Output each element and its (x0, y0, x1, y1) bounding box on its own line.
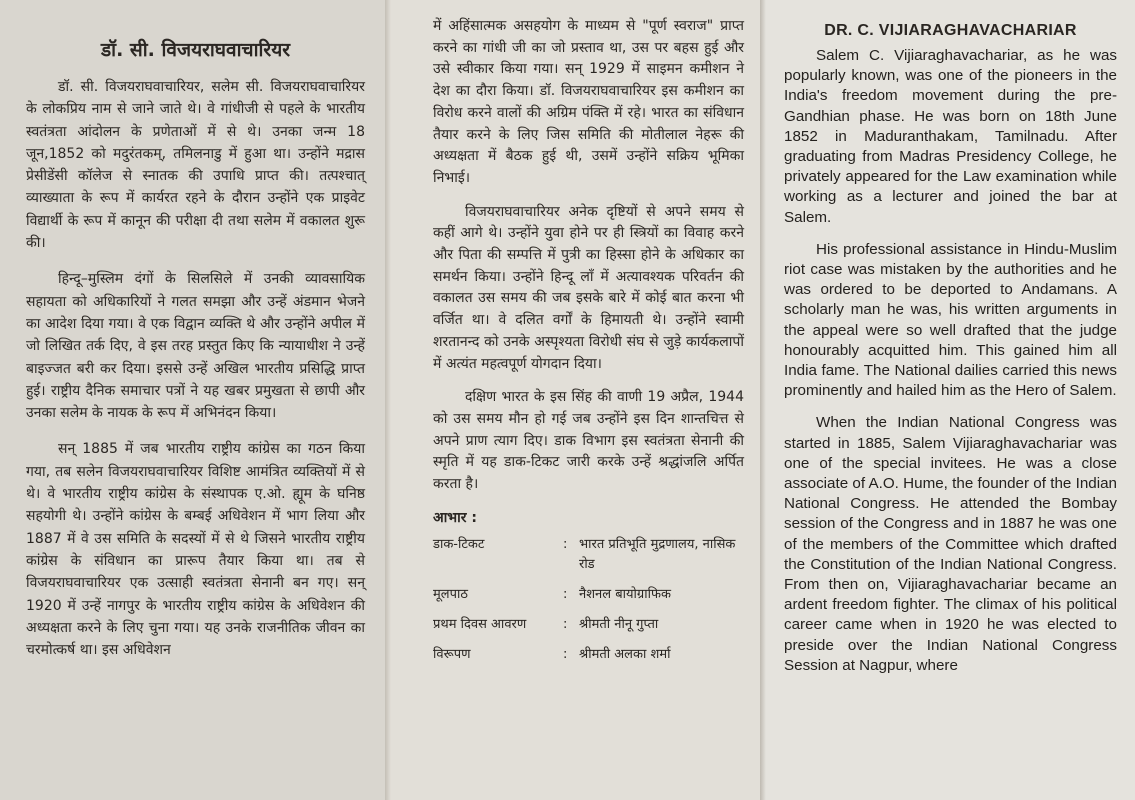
ack-colon: : (563, 646, 568, 662)
english-paragraph-3: When the Indian National Congress was started in 1885, Salem Vijiaraghavachariar was one of the special invitees. He was a close associate of A.O. Hume, the founder of the Indian National Congress. He attended the Bombay session of the Congress and in 1887 he was one of the members of the Committee which drafted the Constitution of the Indian National Congress. From then on, Vijiaraghavachariar became an ardent freedom fighter. The climax of his political career came when in 1920 he was elected to preside over the Indian National Congress Session at Nagpur, where (784, 414, 1117, 674)
hindi-paragraph-3: सन् 1885 में जब भारतीय राष्ट्रीय कांग्रेस का गठन किया गया, तब सलेन विजयराघवाचारियर विशिष्ट आमंत्रित व्यक्तियों में से थे। वे भारतीय राष्ट्रीय कांग्रेस के संस्थापक ए.ओ. ह्यूम के घनिष्ठ सहयोगी थे। उन्होंने कांग्रेस के बम्बई अधिवेशन में भाग लिया और 1887 में वे उस समिति के सदस्यों में से थे जिसने भारतीय राष्ट्रीय कांग्रेस के संविधान का प्रारूप तैयार किया था। तब से विजयराघवाचारियर एक उत्साही स्वतंत्रता सेनानी बन गए। सन् 1920 में उन्हें नागपुर के भारतीय राष्ट्रीय कांग्रेस के अधिवेशन की अध्यक्षता करने के लिए चुना गया। यह उनके राजनीतिक जीवन का चरमोत्कर्ष था। इस अधिवेशन (26, 441, 365, 659)
hindi-column-left (0, 0, 385, 800)
fold-crease (385, 0, 391, 800)
ack-value: श्रीमती अलका शर्मा (579, 646, 671, 662)
acknowledgement-row (433, 535, 744, 575)
ack-value: नैशनल बायोग्राफिक (579, 586, 671, 602)
hindi-paragraph-4: में अहिंसात्मक असहयोग के माध्यम से "पूर्ण स्वराज" प्राप्त करने का गांधी जी का जो प्रस्ताव था, उस पर बहस हुई और उसे स्वीकार किया गया। सन् 1929 में साइमन कमीशन ने देश का दौरा किया। डॉ. विजयराघवाचारियर इस कमीशन का विरोध करने वालों की अग्रिम पंक्ति में रहे। भारत का संविधान तैयार करने के लिए जिस समिति की मोतीलाल नेहरू की अध्यक्षता में बैठक हुई थी, उसमें उन्होंने सक्रिय भूमिका निभाई। (433, 18, 744, 186)
ack-colon: : (563, 616, 568, 632)
english-paragraph-2: His professional assistance in Hindu-Muslim riot case was mistaken by the authorities and he was ordered to be deported to Andamans. A scholarly man he was, his written arguments in the appeal were so well drafted that the judge honourably acquitted him. This gained him all India fame. The National dailies carried this news prominently and hailed him as the Hero of Salem. (784, 240, 1117, 400)
hindi-paragraph-5: विजयराघवाचारियर अनेक दृष्टियों से अपने समय से कहीं आगे थे। उन्होंने युवा होने पर ही स्त्रियों का विवाह करने और पिता की सम्पत्ति में पुत्री का हिस्सा होने के अधिकार का समर्थन किया। उन्होंने हिन्दू लॉं में अत्यावश्यक परिवर्तन की वकालत उस समय की जब इसके बारे में कोई बात करना भी वर्जित था। वे दलित वर्गों के हिमायती थे। उन्होंने स्वामी शरतानन्द को उनके अस्पृश्यता विरोधी संघ से जुड़े कार्यकलापों में अत्यंत महत्वपूर्ण योगदान दिया। (433, 203, 744, 372)
hindi-paragraph-1: डॉ. सी. विजयराघवाचारियर, सलेम सी. विजयराघवाचारियर के लोकप्रिय नाम से जाने जाते थे। वे गांधीजी से पहले के भारतीय स्वतंत्रता आंदोलन के प्रणेताओं में से थे। उनका जन्म 18 जून,1852 को मदुरंतकम्, तमिलनाडु में हुआ था। उन्होंने मद्रास प्रेसीडेंसी कॉलेज से स्नातक की उपाधि प्राप्त की। तत्पश्चात् व्याख्याता के रूप में कार्यरत रहने के दौरान उन्होंने एक प्राइवेट विद्यार्थी के रूप में कानून की परीक्षा दी तथा सलेम में वकालत शुरू की। (26, 79, 365, 252)
english-title: DR. C. VIJIARAGHAVACHARIAR (824, 22, 1077, 39)
hindi-column-middle (385, 0, 760, 800)
ack-colon: : (563, 586, 568, 602)
acknowledgement-row (433, 645, 744, 665)
acknowledgement-row (433, 615, 744, 635)
ack-label: विरूपण (433, 646, 471, 662)
english-paragraph-1: Salem C. Vijiaraghavachariar, as he was popularly known, was one of the pioneers in the India's freedom movement during the pre-Gandhian phase. He was born on 18th June 1852 in Maduranthakam, Tamilnadu. After graduating from Madras Presidency College, he privately appeared for the Law examination while working as a lecturer and joined the bar at Salem. (784, 47, 1117, 226)
hindi-paragraph-2: हिन्दू–मुस्लिम दंगों के सिलसिले में उनकी व्यावसायिक सहायता को अधिकारियों ने गलत समझा और उन्हें अंडमान भेजने का आदेश दिया गया। वे एक विद्वान व्यक्ति थे और उन्होंने अपील में जो लिखित तर्क दिए, वे इस तरह प्रस्तुत किए कि न्यायाधीश ने उन्हें बाइज्जत बरी कर दिया। इससे उन्हें अखिल भारतीय प्रसिद्धि प्राप्त हुई। राष्ट्रीय दैनिक समाचार पत्रों ने यह खबर प्रमुखता से छापी और उनका सलेम के नायक के रूप में अभिनंदन किया। (26, 271, 365, 422)
ack-value: भारत प्रतिभूति मुद्रणालय, नासिक रोड (579, 536, 736, 572)
hindi-title: डॉ. सी. विजयराघवाचारियर (101, 39, 290, 61)
hindi-paragraph-6: दक्षिण भारत के इस सिंह की वाणी 19 अप्रैल, 1944 को उस समय मौन हो गई जब उन्होंने इस दिन शान्तचित्त से अपने प्राण त्याग दिए। डाक विभाग इस स्वतंत्रता सेनानी की स्मृति में यह डाक-टिकट जारी करके उन्हें श्रद्धांजलि अर्पित करता है। (433, 389, 744, 493)
ack-value: श्रीमती नीनू गुप्ता (579, 616, 659, 632)
ack-label: मूलपाठ (433, 586, 468, 602)
english-column (760, 0, 1135, 800)
fold-crease (760, 0, 766, 800)
ack-label: डाक-टिकट (433, 536, 485, 552)
ack-label: प्रथम दिवस आवरण (433, 616, 527, 632)
acknowledgement-row (433, 585, 744, 605)
ack-colon: : (563, 536, 568, 552)
acknowledgement-title: आभार : (433, 509, 477, 526)
